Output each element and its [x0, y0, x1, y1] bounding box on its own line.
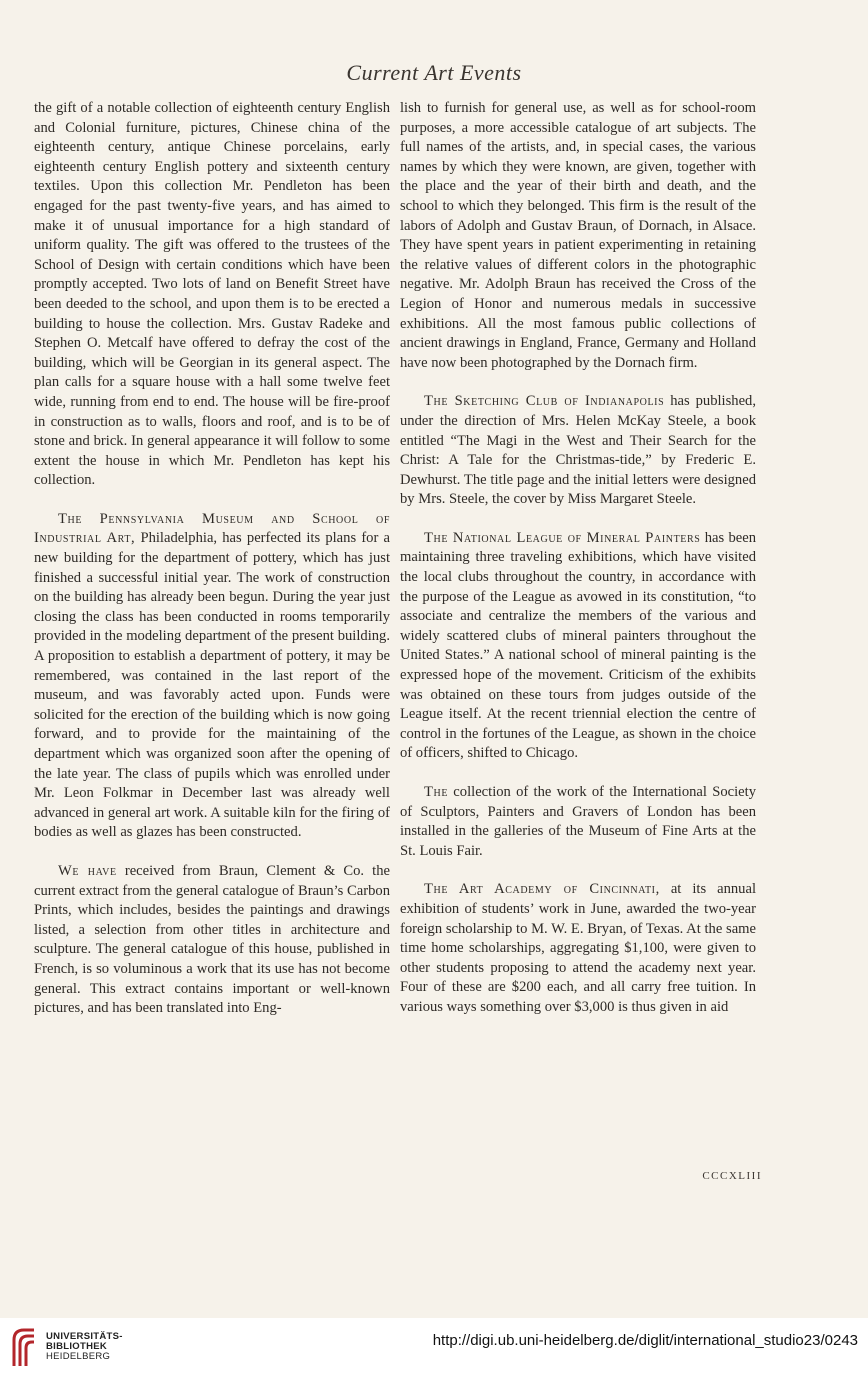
logo-line: HEIDELBERG — [46, 1351, 111, 1362]
logo-line: UNIVERSITÄTS- — [46, 1331, 123, 1342]
library-logo-wordmark — [46, 1332, 123, 1362]
paragraph-lead-small-caps: The Art Academy of Cincinnati, — [424, 881, 660, 898]
paragraph-braun-catalogue — [34, 862, 390, 1019]
paragraph-lead-small-caps: The National League of Mineral Painters — [424, 529, 701, 546]
paragraph-body: has been maintaining three traveling exhibitions, which have visited the local clubs throughout the country, in accordance with the purpose of the League as avowed in its constitution, “to associate and centralize the members of the various and widely scattered clubs of mineral painters throughout the United States.” A national school of mineral painting is the expressed hope of the movement. Criticism of the exhibits was obtained on these tours from judges outside of the League itself. At the recent triennial election the centre of control in the fortunes of the League, as shown in the choice of officers, shifted to Chicago. — [400, 529, 756, 762]
library-footer — [0, 1318, 868, 1378]
paragraph-body: Philadelphia, has perfected its plans for a new building for the department of pottery, which has just finished a successful initial year. The work of construction on the building has already been begun. During the year just closing the class has been conducted in rooms temporarily provided in the modeling department of the present building. A proposition to establish a department of pottery, it may be remembered, was contained in the last report of the museum, and was favorably acted upon. Funds were solicited for the erection of the building which is now going forward, and to provide for the maintaining of the department which was organized soon after the opening of the late year. The class of pupils which was enrolled under Mr. Leon Folkmar in December last was already well advanced in general art work. A suitable kiln for the firing of bodies as well as glazes has been constructed. — [34, 530, 391, 841]
paragraph-art-academy-cincinnati — [400, 880, 756, 1017]
paragraph-lead-small-caps: The Sketching Club of Indianapolis — [424, 393, 665, 410]
page-number: CCCXLIII — [702, 1170, 762, 1182]
university-library-logo-icon — [10, 1326, 38, 1370]
paragraph-body: received from Braun, Clement & Co. the current extract from the general catalogue of Braun’s Carbon Prints, which includes, besides the paintings and drawings listed, a selection from other titles in architecture and sculpture. The general catalogue of this house, published in French, is so voluminous a work that its use has not become general. This extract contains important or well-known pictures, and has been translated into Eng- — [34, 862, 390, 1017]
paragraph-braun-continued: lish to furnish for general use, as well as for school-room purposes, a more accessible catalogue of art subjects. The full names of the artists, and, in special cases, the various names by which they were known, are given, together with the place and the year of their birth and death, and the school to which they belonged. This firm is the result of the labors of Adolph and Gustav Braun, of Dornach, in Alsace. They have spent years in patient experimenting in retaining the relative values of different colors in the photographic negative. Mr. Adolph Braun has received the Cross of the Legion of Honor and numerous medals in successive exhibitions. All the most famous public collections of ancient drawings in England, France, Germany and Holland have now been photographed by the Dornach firm. — [400, 100, 756, 371]
running-head: Current Art Events — [346, 60, 522, 85]
paragraph-lead-small-caps: The Pennsylvania Museum and School of Industrial Art, — [34, 510, 390, 547]
paragraph-pendleton-gift: the gift of a notable collection of eighteenth century English and Colonial furniture, pictures, Chinese china of the eighteenth century, antique Chinese porcelains, early eighteenth century English pottery and sixteenth century textiles. Upon this collection Mr. Pendleton has been engaged for the past twenty-five years, and has aimed to make it of unusual importance for a high standard of uniform quality. The gift was offered to the trustees of the School of Design with certain conditions which have been promptly accepted. Two lots of land on Benefit Street have been deeded to the school, and upon them is to be erected a building to house the collection. Mrs. Gustav Radeke and Stephen O. Metcalf have offered to defray the cost of the building, which will be Georgian in its general aspect. The plan calls for a square house with a hall some twelve feet wide, running from end to end. The house will be fire-proof in construction as to walls, floors and roof, and is to be of stone and brick. In general appearance it will follow to some extent the house in which Mr. Pendleton has kept his collection. — [34, 100, 390, 489]
paragraph-lead-small-caps: The — [424, 784, 449, 800]
paragraph-body: has published, under the direction of Mrs. Helen McKay Steele, a book entitled “The Magi in the West and Their Search for the Christ: A Tale for the Christmas-tide,” by Frederic E. Dewhurst. The title page and the initial letters were designed by Mrs. Steele, the cover by Miss Margaret Steele. — [400, 393, 756, 508]
paragraph-lead-small-caps: We have — [58, 862, 117, 879]
paragraph-body: at its annual exhibition of students’ work in June, awarded the two-year foreign scholarship to M. W. E. Bryan, of Texas. At the same time home scholarships, aggregating $1,100, were given to other students proposing to attend the academy next year. Four of these are $200 each, and all carry free tuition. In various ways something over $3,000 is thus given in aid — [400, 881, 756, 1015]
paragraph-body: collection of the work of the International Society of Sculptors, Painters and Gravers of London has been installed in the galleries of the Museum of Fine Arts at the St. Louis Fair. — [400, 784, 756, 859]
paragraph-mineral-painters — [400, 529, 756, 764]
source-url-link[interactable]: http://digi.ub.uni-heidelberg.de/diglit/international_studio23/0243 — [432, 1332, 858, 1349]
paragraph-international-society — [400, 783, 756, 861]
right-column — [400, 99, 756, 1018]
paragraph-sketching-club — [400, 392, 756, 510]
paragraph-pennsylvania-museum — [34, 510, 390, 843]
logo-line: BIBLIOTHEK — [46, 1341, 108, 1352]
left-column — [34, 99, 390, 1019]
